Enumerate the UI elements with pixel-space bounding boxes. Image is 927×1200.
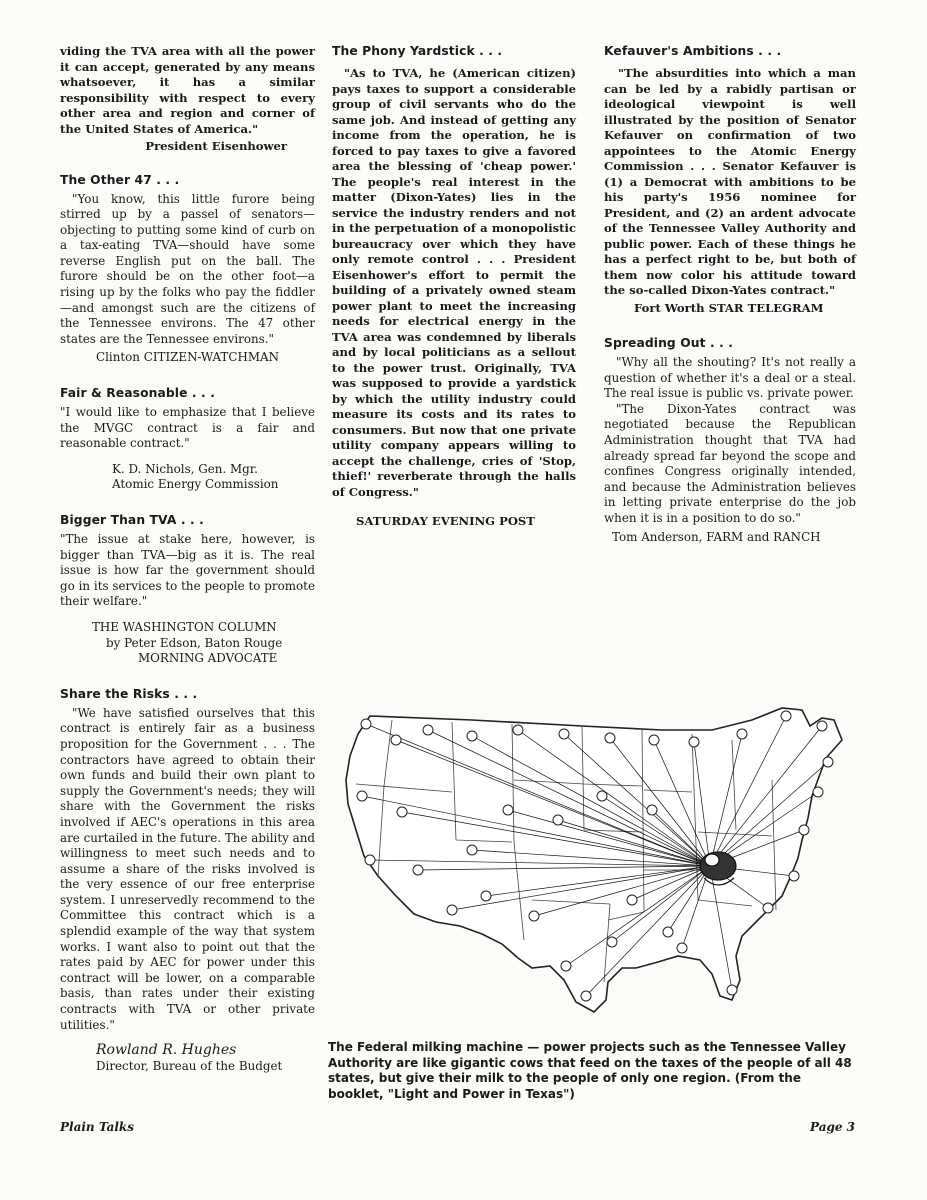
map-caption: The Federal milking machine — power projects such as the Tennessee Valley Authority are like gigantic cows that feed on the taxes of the people of all 48 states, but give their milk to the people of only one region. (From the booklet, "Light and Power in Texas"): [328, 1040, 852, 1102]
column-right: [604, 44, 856, 565]
quote-phony-yardstick: "As to TVA, he (American citizen) pays taxes to support a considerable group of civil servants who do the same job. And instead of getting any income from the operation, he is forced to pay taxes to give a favored area the blessing of 'cheap power.' The people's real interest in the matter (Dixon-Yates) lies in the service the industry renders and not in the perpetuation of a monopolistic bureaucracy over which they have only remote control . . . President Eisenhower's effort to permit the building of a privately owned steam power plant to meet the increasing needs for electrical energy in the TVA area was condemned by liberals and by local politicians as a sellout to the power trust. Originally, TVA was supposed to provide a yardstick by which the utility industry could measure its costs and its rates to consumers. But now that one private utility company appears willing to accept the challenge, cries of 'Stop, thief!' reverberate through the halls of Congress.": [332, 66, 576, 499]
quote-other-47: "You know, this little furore being stirred up by a passel of senators—objecting to putting some kind of curb on a tax-eating TVA—should have some reverse English put on the ball. The furore should be on the other foot—a rising up by the folks who pay the fiddler—and amongst such are the citizens of the Tennessee environs. The 47 other states are the Tennessee environs.": [60, 191, 315, 346]
attribution-washington-column: THE WASHINGTON COLUMN: [92, 619, 277, 634]
attribution-star-telegram: Fort Worth STAR TELEGRAM: [634, 300, 824, 315]
attribution-other-47: Clinton CITIZEN-WATCHMAN: [95, 350, 279, 365]
heading-kefauver: Kefauver's Ambitions . . .: [604, 44, 782, 58]
attribution-farm-ranch: Tom Anderson, FARM and RANCH: [612, 529, 821, 544]
attribution-nichols: K. D. Nichols, Gen. Mgr.: [112, 461, 258, 476]
quote-bigger-than-tva: "The issue at stake here, however, is bigger than TVA—big as it is. The real issue is how far the government should go in its services to the people to promote their welfare.": [60, 532, 315, 609]
quote-fair-reasonable: "I would like to emphasize that I believe the MVGC contract is a fair and reasonable contract.": [60, 405, 315, 451]
signature-hughes: Rowland R. Hughes: [96, 1042, 237, 1059]
attribution-aec: Atomic Energy Commission: [112, 477, 279, 492]
attribution-saturday-evening-post: SATURDAY EVENING POST: [356, 514, 535, 528]
heading-other-47: The Other 47 . . .: [60, 172, 180, 187]
heading-spreading-out: Spreading Out . . .: [604, 336, 734, 350]
us-map-outline: [346, 708, 842, 1012]
quote-kefauver: "The absurdities into which a man can be led by a rabidly partisan or ideological viewpoint is well illustrated by the position of Senator Kefauver on confirmation of two appointees to the Atomic Energy Commission . . . Senator Kefauver is (1) a Democrat with ambitions to be his party's 1956 nominee for President, and (2) an ardent advocate of the Tennessee Valley Authority and public power. Each of these things he has a perfect right to be, but both of them now color his attitude toward the so-called Dixon-Yates contract.": [604, 66, 856, 297]
column-left: [60, 44, 315, 1095]
title-hughes: Director, Bureau of the Budget: [96, 1059, 283, 1074]
heading-bigger-than-tva: Bigger Than TVA . . .: [60, 513, 204, 527]
quote-spreading-out-2: "The Dixon-Yates contract was negotiated because the Republican Administration thought that TVA had already spread far beyond the scope and confines Congress originally intended, and because the Administration believes in letting private enterprise do the job when it is in a position to do so.": [604, 401, 856, 525]
intro-attribution: President Eisenhower: [145, 139, 287, 153]
tva-milker: [700, 852, 736, 885]
intro-quote: viding the TVA area with all the power it can accept, generated by any means whatsoever, it has a similar responsibility with respect to every other area and region and corner of the United States of America.": [60, 44, 315, 136]
quote-spreading-out-1: "Why all the shouting? It's not really a question of whether it's a deal or a steal. The real issue is public vs. private power.: [604, 355, 856, 401]
attribution-edson: by Peter Edson, Baton Rouge: [106, 635, 283, 650]
quote-share-risks: "We have satisfied ourselves that this contract is entirely fair as a business proposition for the Government . . . The contractors have agreed to obtain their own funds and build their own plant to supply the Government's needs; they will share with the Government the risks involved if AEC's operations in this area are curtailed in the future. The ability and willingness to meet such needs and to assume a share of the risks involved is the very essence of our free enterprise system. I unreservedly recommend to the Committee this contract which is a splendid example of the way that system works. I want also to point out that the rates paid by AEC for power under this contract will be lower, on a comparable basis, than rates under their existing contracts with TVA or other private utilities.": [60, 705, 315, 1032]
heading-share-risks: Share the Risks . . .: [60, 686, 198, 701]
heading-fair-reasonable: Fair & Reasonable . . .: [60, 386, 215, 401]
us-map-illustration: [332, 700, 852, 1025]
column-middle: [332, 44, 576, 530]
footer-publication: Plain Talks: [60, 1120, 135, 1134]
attribution-morning-advocate: MORNING ADVOCATE: [138, 651, 278, 666]
heading-phony-yardstick: The Phony Yardstick . . .: [332, 44, 503, 58]
footer-page-number: Page 3: [810, 1120, 856, 1134]
